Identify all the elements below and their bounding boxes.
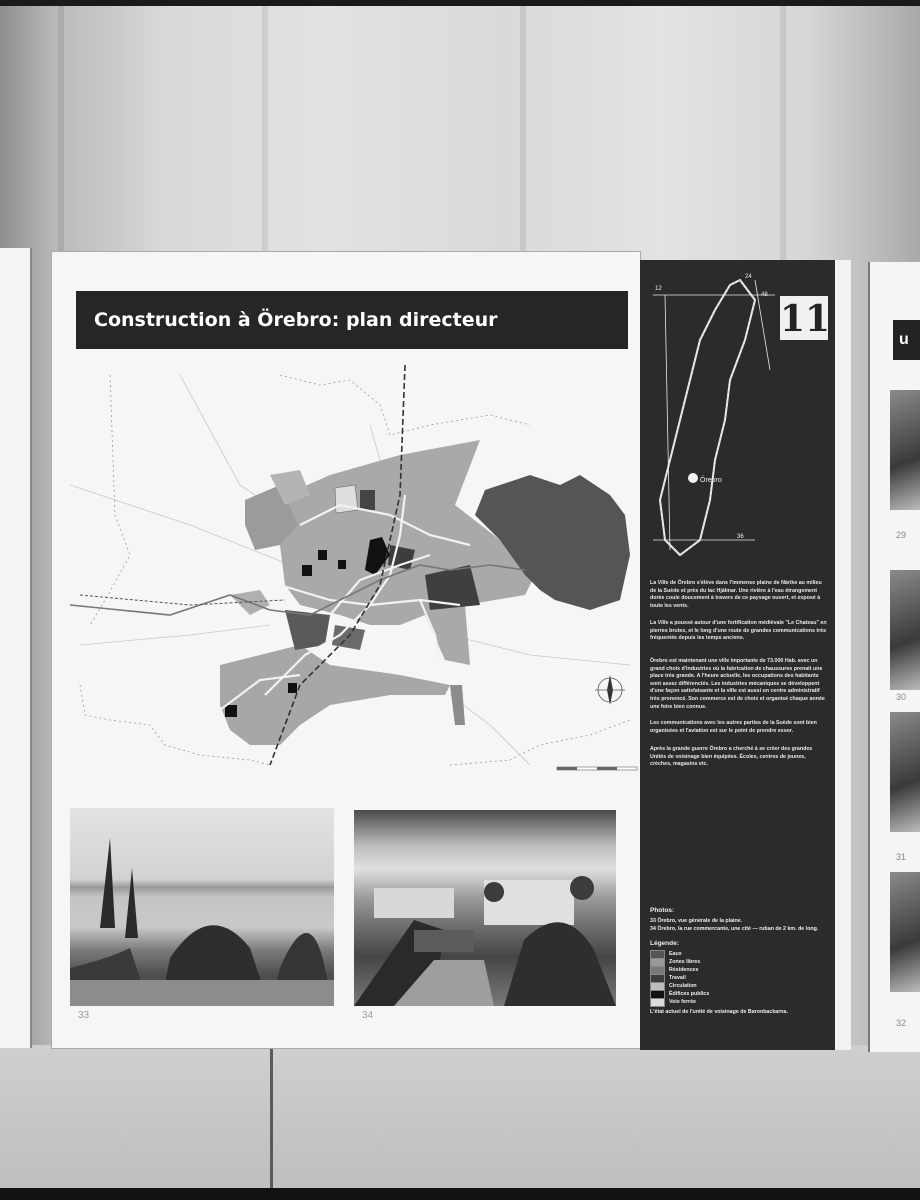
- map-grid-number: 48: [761, 292, 768, 298]
- legend-label: Zones libres: [669, 959, 701, 965]
- legend-item: [650, 998, 696, 1006]
- film-edge-top: [0, 0, 920, 6]
- map-city-label: Örebro: [700, 477, 722, 484]
- map-grid-number: 12: [655, 286, 662, 292]
- neighbor-photo: [890, 712, 920, 832]
- map-grid-number: 36: [737, 534, 744, 540]
- floor-seam: [270, 1045, 273, 1200]
- description-paragraph: Örebro est maintenant une ville importante de 73.000 Hab. avec un grand choix d'industries où la fabrication de chaussures prenait une place très grande. A l'heure actuelle, les occupations des habitants sont assez différenciés. Les industries mécaniques se développent d'une façon satisfaisante et la ville est aussi un centre administratif très prononcé. Son commerce est de choix et organisé chaque année une foire bien connue.: [650, 658, 825, 710]
- sweden-location-map: [645, 270, 775, 570]
- neighbor-photo: [890, 872, 920, 992]
- panel-title: Construction à Örebro: plan directeur: [76, 291, 628, 349]
- neighbor-photo-number: 31: [896, 852, 907, 862]
- legend-swatch: [650, 998, 665, 1007]
- neighbor-photo: [890, 390, 920, 510]
- legend-label: Eaux: [669, 951, 682, 957]
- description-paragraph: La Ville de Örebro s'élève dans l'immense plaine de Närike au milieu de la Suède et près du lac Hjälmar. Une rivière à l'eau étrangement dorée coule doucement à travers de ce paysage ouvert, et exposé à toute les vents.: [650, 580, 822, 609]
- info-panel-border: [835, 260, 851, 1050]
- neighbor-photo: [890, 570, 920, 690]
- legend-label: Circulation: [669, 983, 697, 989]
- map-grid-number: 24: [745, 274, 752, 280]
- photo-orebro-castle-street: [354, 810, 616, 1006]
- photo-orebro-plain: [70, 808, 334, 1006]
- legend-title: Légende:: [650, 940, 679, 947]
- legend-label: Résidences: [669, 967, 699, 973]
- photo-number: 33: [78, 1010, 90, 1021]
- description-paragraph: Après la grande guerre Örebro a cherché à se créer des grandes Unités de voisinage bien équipées. Écoles, centres de jeunes, crèches, magasins etc.: [650, 746, 813, 768]
- photos-caption-title: Photos:: [650, 907, 675, 914]
- description-paragraph: La Ville a poussé autour d'une fortification médiévale "Le Chateau" en pierres brutes, et le long d'une route de grandes communications très fréquentée depuis les temps anciens.: [650, 620, 827, 642]
- north-arrow-icon: [595, 675, 625, 705]
- neighbor-photo-number: 29: [896, 530, 907, 540]
- panel-number-badge: 11: [780, 298, 831, 340]
- neighbor-photo-number: 32: [896, 1018, 907, 1028]
- photo-number: 34: [362, 1010, 374, 1021]
- legend-label: Édifices publics: [669, 991, 710, 997]
- neighbor-panel-left: [0, 248, 32, 1048]
- legend-label: Travail: [669, 975, 686, 981]
- legend-footer: L'état actuel de l'unité de voisinage de Baronbackarna.: [650, 1009, 788, 1015]
- scale-bar: [557, 767, 637, 770]
- floor: [0, 1045, 920, 1200]
- film-edge-bottom: [0, 1188, 920, 1200]
- description-paragraph: Les communications avec les autres parties de la Suède sont bien organisées et l'aviation est sur le point de prendre essor.: [650, 720, 817, 734]
- legend-label: Voie ferrée: [669, 999, 696, 1005]
- neighbor-photo-number: 30: [896, 692, 907, 702]
- photo-caption: 33 Örebro, vue générale de la plaine.: [650, 918, 743, 924]
- photo-caption: 34 Örebro, la rue commercante, une cité — ruban de 2 km. de long.: [650, 926, 819, 932]
- neighbor-panel-title: u: [893, 320, 920, 360]
- city-master-plan-map: [70, 365, 640, 785]
